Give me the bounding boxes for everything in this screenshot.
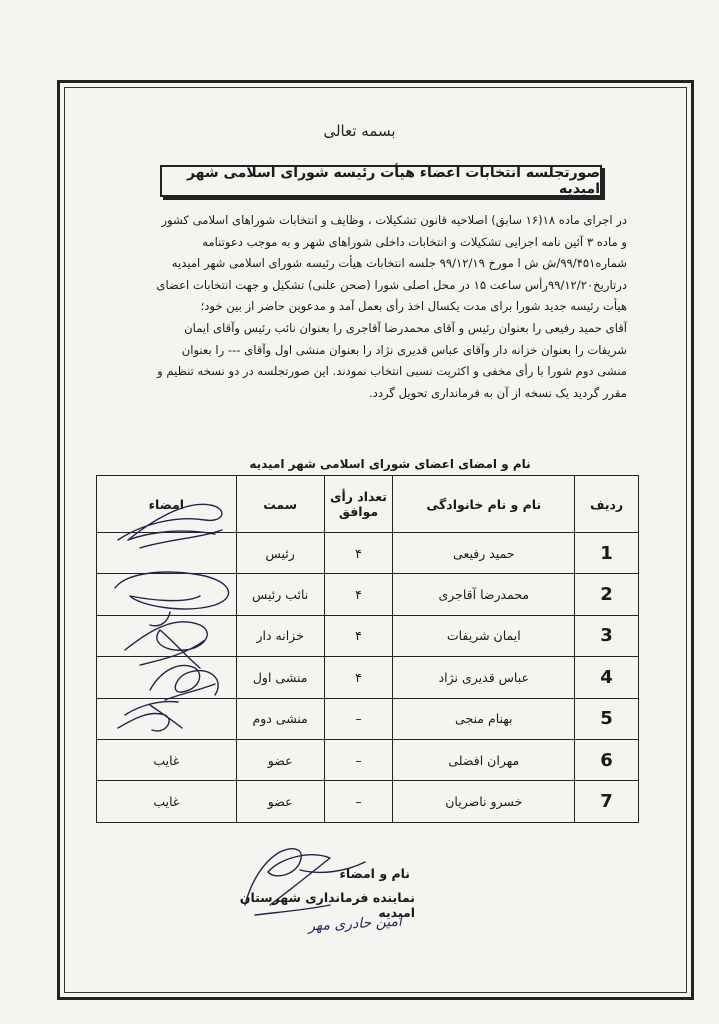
- table-row: [97, 615, 639, 656]
- cell-votes: –: [324, 698, 393, 739]
- cell-signature: غایب: [97, 781, 237, 822]
- cell-signature: [97, 574, 237, 615]
- table-header-row: [97, 476, 639, 533]
- cell-role: منشی اول: [236, 657, 324, 698]
- cell-rank: 2: [575, 574, 639, 615]
- cell-name: حمید رفیعی: [393, 533, 575, 574]
- cell-votes: ۴: [324, 574, 393, 615]
- cell-rank: 7: [575, 781, 639, 822]
- handwritten-name: [285, 908, 425, 938]
- representative-title: نماینده فرمانداری شهرستان امیدیه: [239, 890, 415, 920]
- cell-name: عباس قدیری نژاد: [393, 657, 575, 698]
- cell-rank: 6: [575, 739, 639, 780]
- cell-rank: 4: [575, 657, 639, 698]
- table-row: [97, 698, 639, 739]
- body-line: هیأت رئیسه جدید شورا برای مدت یکسال اخذ رأی بعمل آمد و مدعوین حاضر از بین خود؛: [200, 299, 627, 314]
- cell-role: منشی دوم: [236, 698, 324, 739]
- cell-role: نائب رئیس: [236, 574, 324, 615]
- cell-signature: [97, 657, 237, 698]
- header-votes: تعداد رأی موافق: [324, 476, 393, 533]
- cell-role: عضو: [236, 781, 324, 822]
- cell-rank: 5: [575, 698, 639, 739]
- members-table: [96, 475, 639, 823]
- cell-signature: [97, 533, 237, 574]
- header-rank: ردیف: [575, 476, 639, 533]
- header-role: سمت: [236, 476, 324, 533]
- cell-rank: 3: [575, 615, 639, 656]
- header-signature: امضاء: [97, 476, 237, 533]
- cell-role: رئیس: [236, 533, 324, 574]
- body-line: شماره۹۹/۴۵۱/ش ش ا مورخ ۹۹/۱۲/۱۹ جلسه انتخابات هیأت رئیسه شورای اسلامی شهر امیدیه: [171, 256, 627, 271]
- cell-name: ایمان شریفات: [393, 615, 575, 656]
- body-line: منشی دوم شورا با رأی مخفی و اکثریت نسبی انتخاب نمودند. این صورتجلسه در دو نسخه تنظیم و: [157, 364, 627, 379]
- minutes-body: [117, 210, 627, 404]
- cell-votes: ۴: [324, 657, 393, 698]
- cell-signature: [97, 698, 237, 739]
- table-row: [97, 781, 639, 822]
- document-title: صورتجلسه انتخابات اعضاء هیأت رئیسه شورای اسلامی شهر امیدیه: [160, 165, 602, 197]
- body-line: آقای حمید رفیعی را بعنوان رئیس و آقای محمدرضا آقاجری را بعنوان نائب رئیس وآقای ایمان: [184, 320, 627, 335]
- body-line: و ماده ۳ آئین نامه اجرایی تشکیلات و انتخابات داخلی شوراهای شهر و به موجب دعوتنامه: [202, 234, 627, 249]
- cell-votes: ۴: [324, 533, 393, 574]
- table-row: [97, 739, 639, 780]
- cell-role: عضو: [236, 739, 324, 780]
- body-line: در اجرای ماده ۱۸(۱۶ سابق) اصلاحیه قانون تشکیلات ، وظایف و انتخابات شوراهای اسلامی کشور: [161, 213, 627, 227]
- cell-name: مهران افضلی: [393, 739, 575, 780]
- signature-label: نام و امضاء: [339, 866, 410, 881]
- body-line: درتاریخ۹۹/۱۲/۲۰رأس ساعت ۱۵ در محل اصلی شورا (صحن علنی) تشکیل و جهت انتخابات اعضای: [156, 277, 627, 292]
- table-row: [97, 533, 639, 574]
- body-line: شریفات را بعنوان خزانه دار وآقای عباس قدیری نژاد را بعنوان منشی اول وآقای --- را بعنوان: [181, 342, 627, 357]
- cell-name: محمدرضا آقاجری: [393, 574, 575, 615]
- cell-role: خزانه دار: [236, 615, 324, 656]
- table-row: [97, 657, 639, 698]
- cell-signature: غایب: [97, 739, 237, 780]
- body-line: مقرر گردید یک نسخه از آن به فرمانداری تحویل گردد.: [368, 385, 627, 400]
- cell-name: بهنام منجی: [393, 698, 575, 739]
- header-name: نام و نام خانوادگی: [393, 476, 575, 533]
- bismillah-heading: بسمه تعالی: [323, 122, 396, 140]
- table-row: [97, 574, 639, 615]
- cell-votes: –: [324, 781, 393, 822]
- cell-votes: –: [324, 739, 393, 780]
- table-title: نام و امضای اعضای شورای اسلامی شهر امیدیه: [249, 457, 531, 471]
- svg-text:امین حادری مهر: امین حادری مهر: [307, 913, 403, 935]
- cell-votes: ۴: [324, 615, 393, 656]
- cell-name: خسرو ناصریان: [393, 781, 575, 822]
- cell-signature: [97, 615, 237, 656]
- cell-rank: 1: [575, 533, 639, 574]
